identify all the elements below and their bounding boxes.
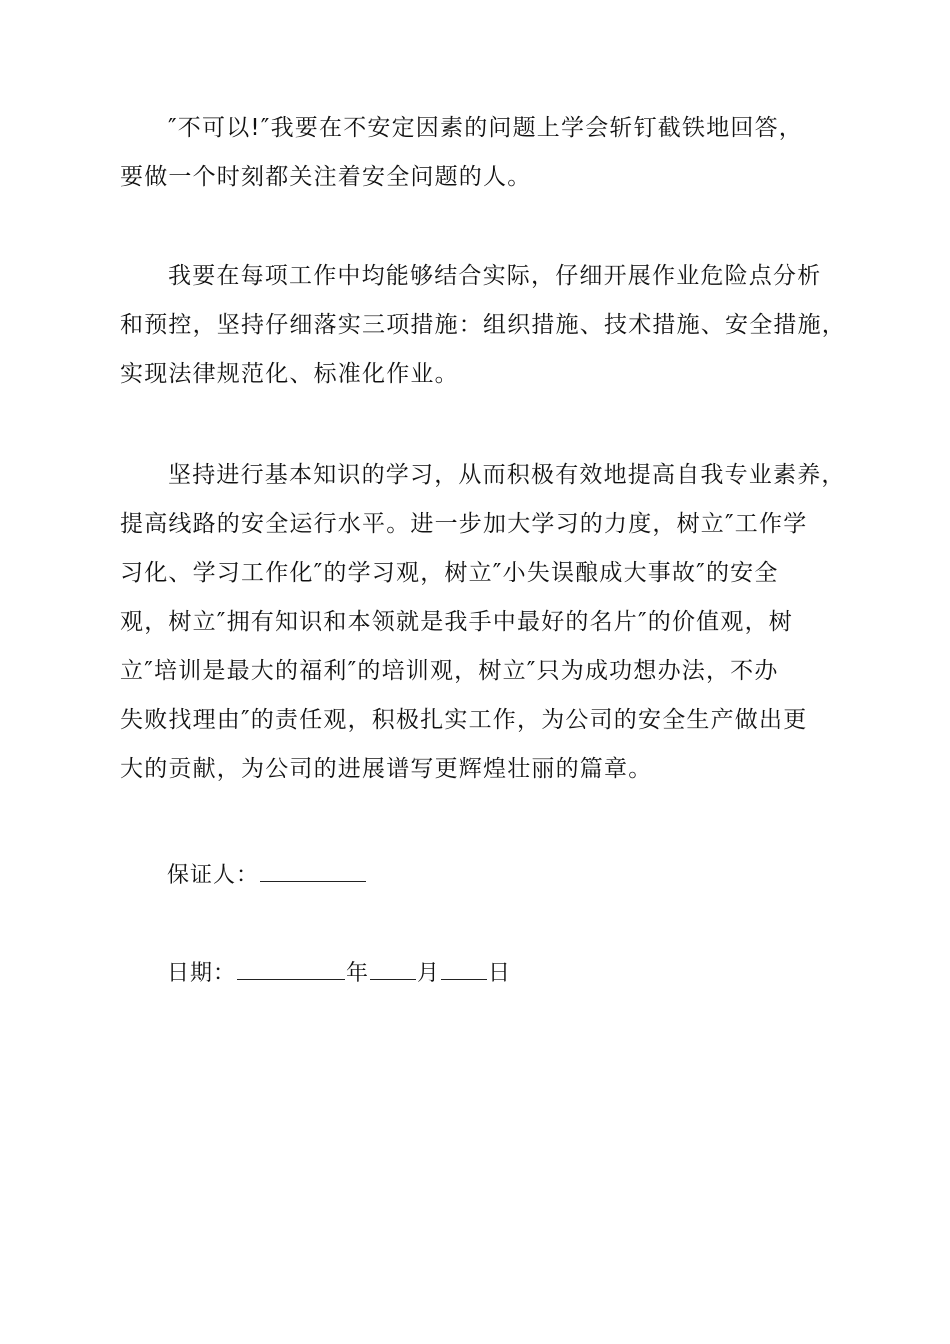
date-line — [167, 957, 511, 990]
guarantor-blank[interactable] — [260, 859, 366, 882]
paragraph-line: 大的贡献，为公司的进展谱写更辉煌壮丽的篇章。 — [120, 756, 653, 782]
paragraph-line: 坚持进行基本知识的学习，从而积极有效地提高自我专业素养， — [168, 462, 846, 488]
paragraph-line: 观，树立″拥有知识和本领就是我手中最好的名片″的价值观，树 — [120, 609, 793, 635]
guarantor-label: 保证人： — [167, 863, 260, 888]
month-label: 月 — [417, 961, 441, 986]
month-blank[interactable] — [370, 957, 416, 980]
paragraph-line: 立″培训是最大的福利″的培训观，树立″只为成功想办法，不办 — [120, 658, 779, 684]
paragraph-2 — [120, 252, 846, 399]
date-label: 日期： — [167, 961, 237, 986]
year-blank[interactable] — [237, 957, 345, 980]
paragraph-line: 习化、学习工作化″的学习观，树立″小失误酿成大事故″的安全 — [120, 560, 779, 586]
paragraph-line: 实现法律规范化、标准化作业。 — [120, 361, 459, 387]
paragraph-line: 失败找理由″的责任观，积极扎实工作，为公司的安全生产做出更 — [120, 707, 808, 733]
paragraph-line: 要做一个时刻都关注着安全问题的人。 — [120, 164, 532, 190]
year-label: 年 — [346, 961, 370, 986]
paragraph-line: 和预控，坚持仔细落实三项措施：组织措施、技术措施、安全措施， — [120, 312, 846, 338]
day-label: 日 — [488, 961, 512, 986]
paragraph-line: ″不可以!″我要在不安定因素的问题上学会斩钉截铁地回答， — [168, 115, 804, 141]
paragraph-3 — [120, 451, 846, 794]
paragraph-line: 我要在每项工作中均能够结合实际，仔细开展作业危险点分析 — [168, 263, 822, 289]
paragraph-line: 提高线路的安全运行水平。进一步加大学习的力度，树立″工作学 — [120, 511, 808, 537]
guarantor-line — [167, 859, 367, 892]
paragraph-1 — [120, 104, 840, 202]
day-blank[interactable] — [441, 957, 487, 980]
